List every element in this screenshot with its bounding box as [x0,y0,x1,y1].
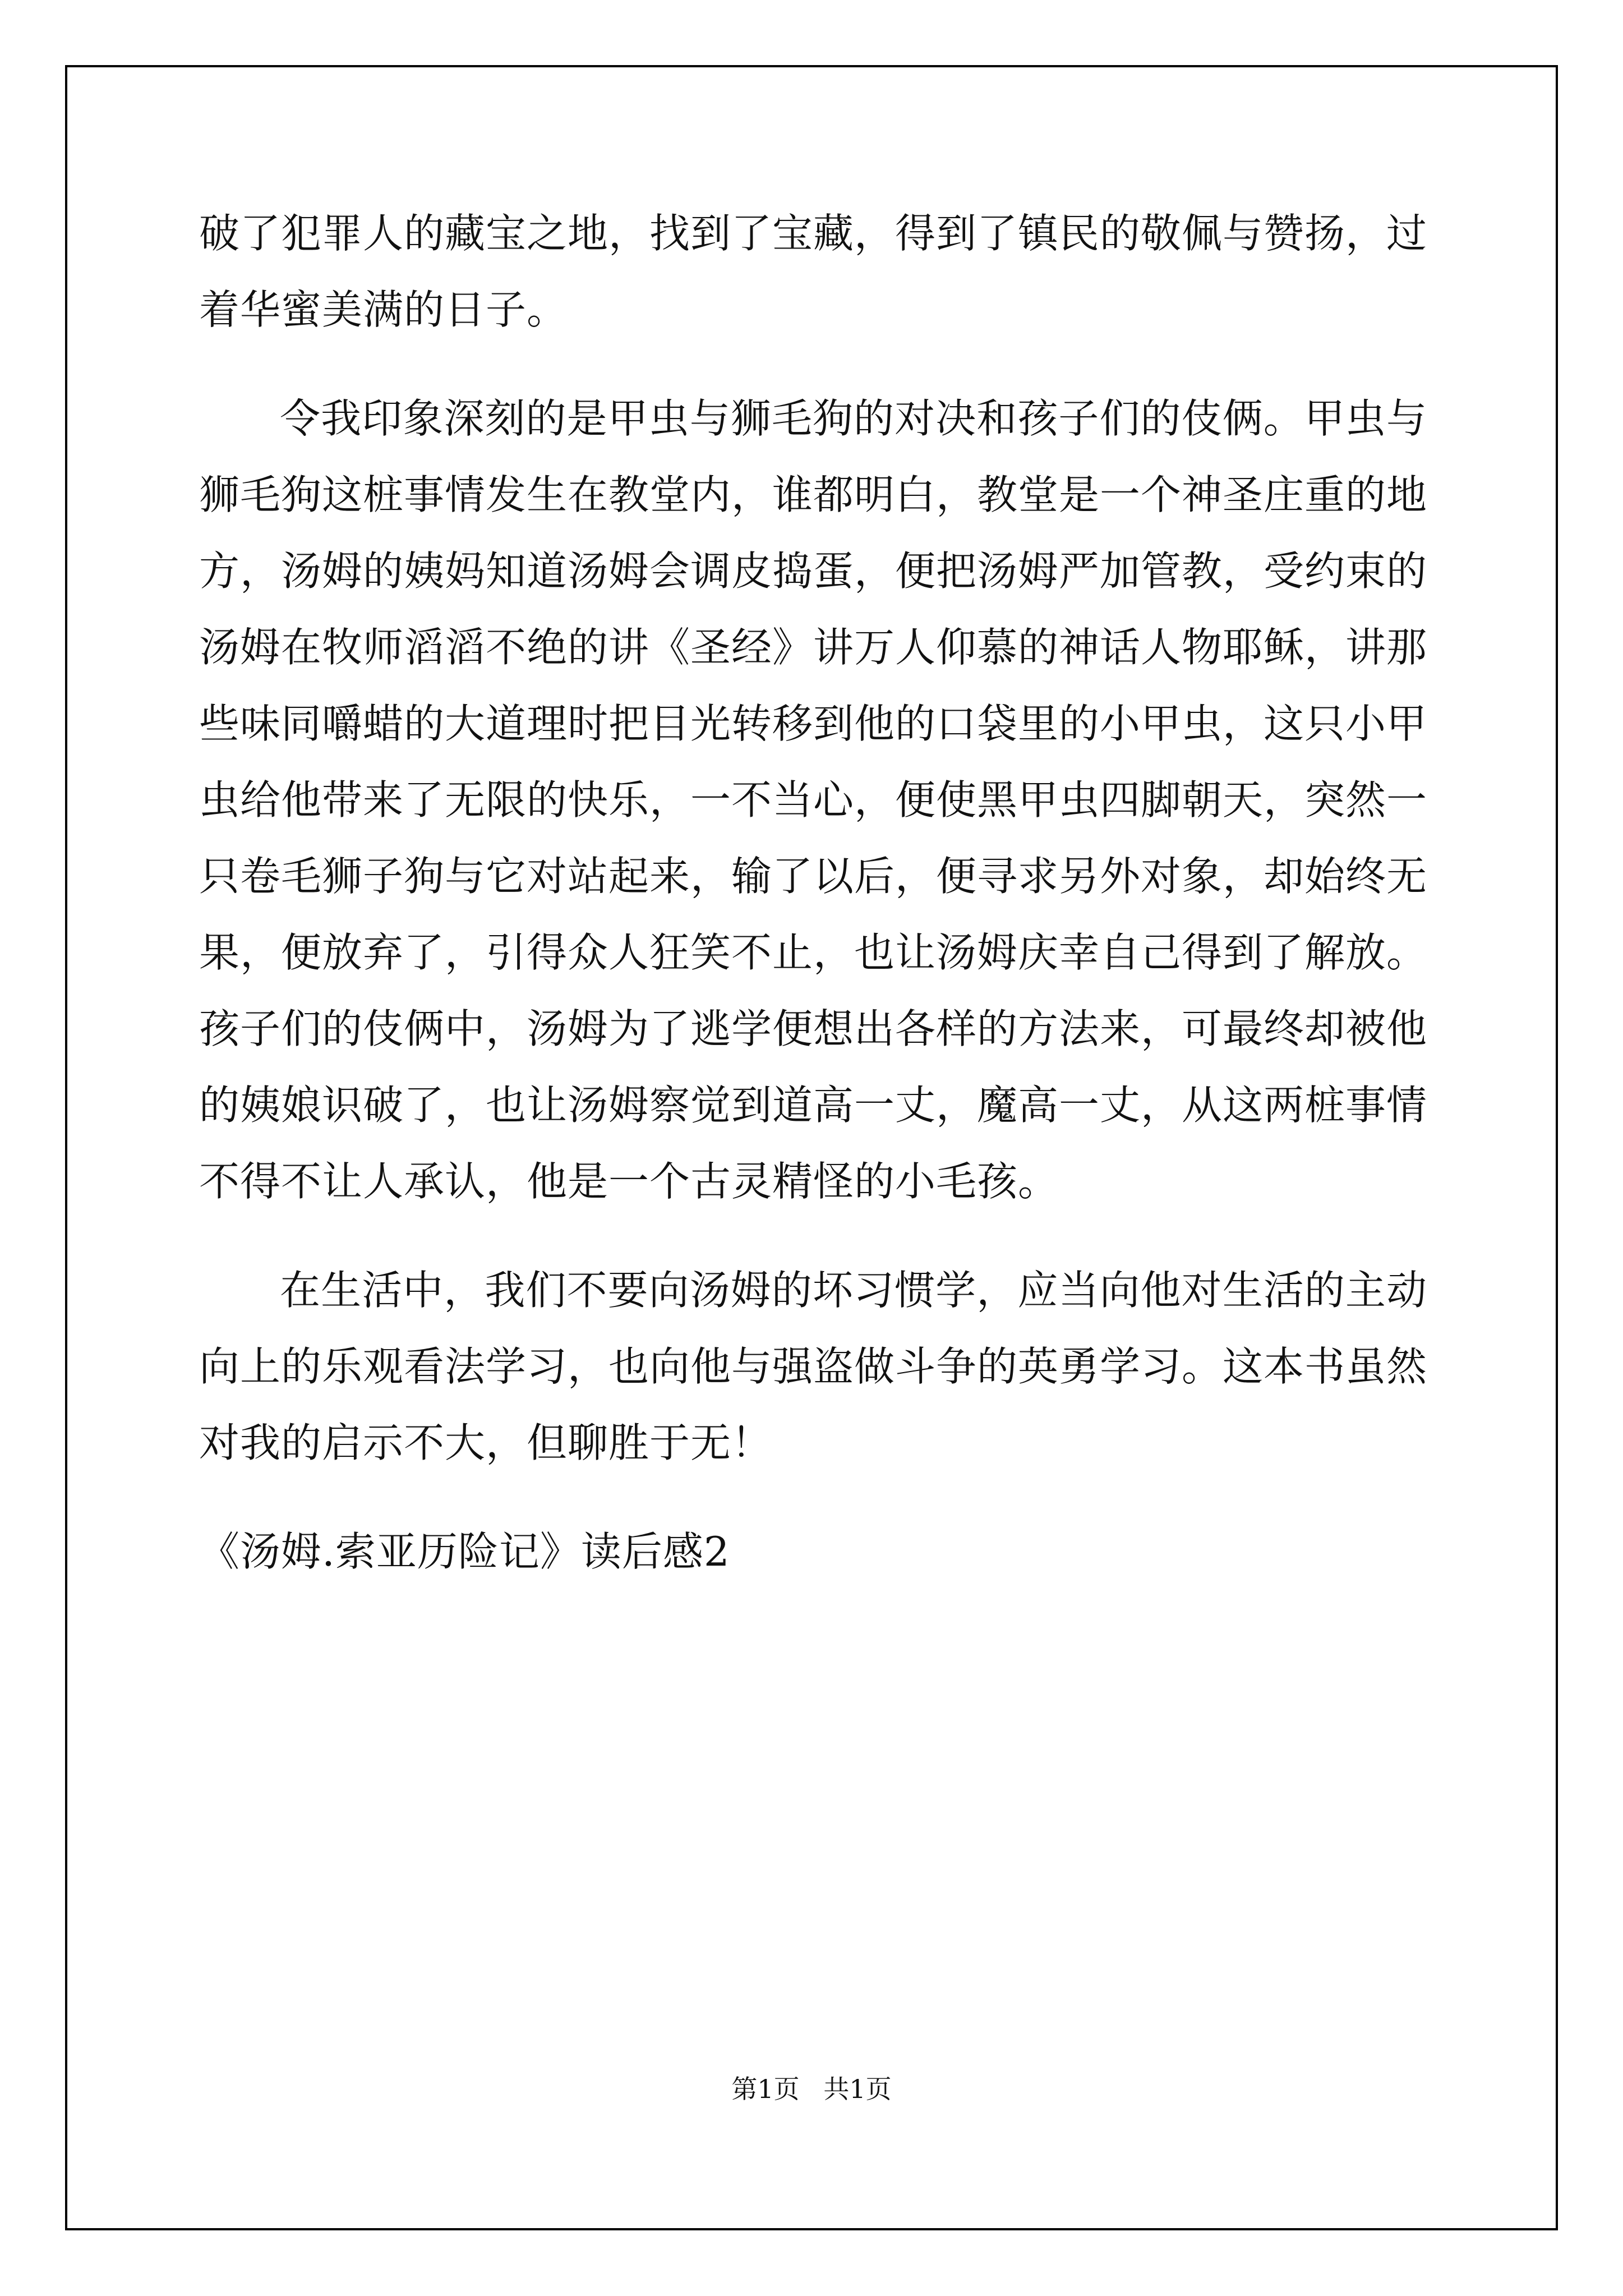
paragraph-1: 破了犯罪人的藏宝之地，找到了宝藏，得到了镇民的敬佩与赞扬，过着华蜜美满的日子。 [199,210,1428,333]
page-number-total: 共1页 [823,2074,892,2104]
page-number-current: 第1页 [731,2074,800,2104]
document-body [199,195,1427,1590]
paragraph-2: 令我印象深刻的是甲虫与狮毛狗的对决和孩子们的伎俩。甲虫与狮毛狗这桩事情发生在教堂内，谁都明白，教堂是一个神圣庄重的地方，汤姆的姨妈知道汤姆会调皮捣蛋，便把汤姆严加管教，受约束的汤姆在牧师滔滔不绝的讲《圣经》讲万人仰慕的神话人物耶稣，讲那些味同嚼蜡的大道理时把目光转移到他的口袋里的小甲虫，这只小甲虫给他带来了无限的快乐，一不当心，便使黑甲虫四脚朝天，突然一只卷毛狮子狗与它对站起来，输了以后，便寻求另外对象，却始终无果，便放弃了，引得众人狂笑不止，也让汤姆庆幸自己得到了解放。孩子们的伎俩中，汤姆为了逃学便想出各样的方法来，可最终却被他的姨娘识破了，也让汤姆察觉到道高一丈，魔高一丈，从这两桩事情不得不让人承认，他是一个古灵精怪的小毛孩。 [199,395,1428,1205]
page-footer [0,2069,1623,2106]
paragraph-3: 在生活中，我们不要向汤姆的坏习惯学，应当向他对生活的主动向上的乐观看法学习，也向他与强盗做斗争的英勇学习。这本书虽然对我的启示不大，但聊胜于无！ [199,1267,1428,1466]
section-heading: 《汤姆.索亚历险记》读后感2 [199,1528,730,1575]
